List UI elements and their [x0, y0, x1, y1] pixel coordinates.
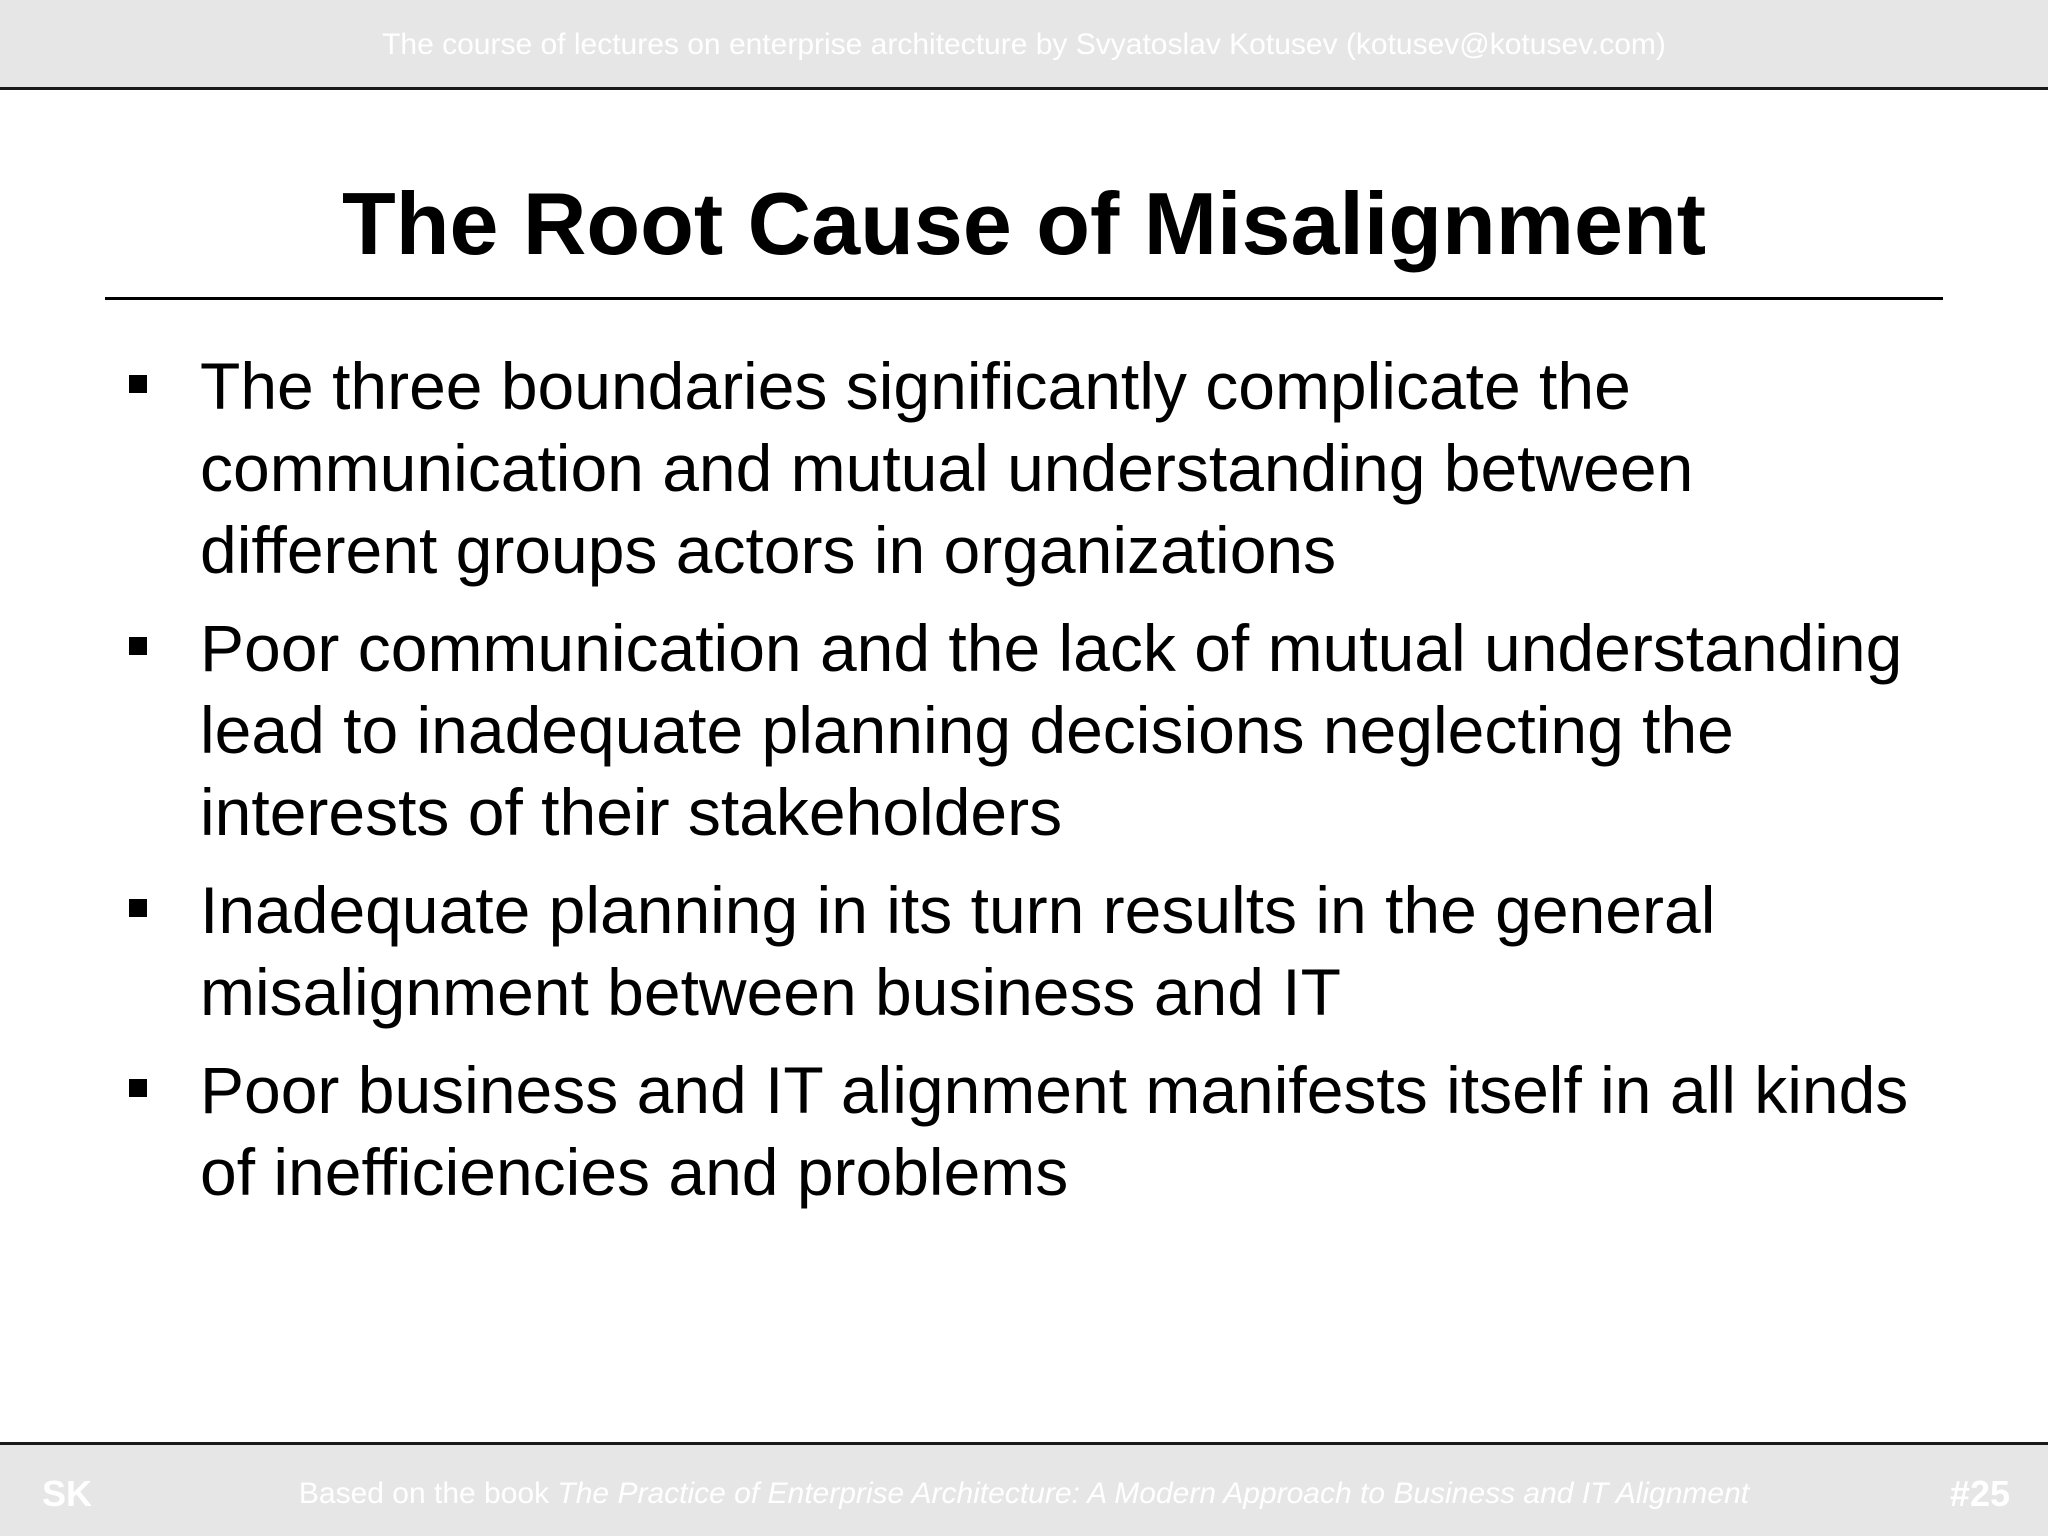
title-divider — [105, 297, 1943, 300]
book-credit-prefix: Based on the book — [298, 1477, 558, 1510]
bullet-text: The three boundaries significantly complicate the communication and mutual understanding between different groups actors in organizations — [200, 349, 1694, 587]
bullet-text: Inadequate planning in its turn results in the general misalignment between business and IT — [200, 873, 1716, 1029]
slide-number: #25 — [1949, 1473, 2010, 1514]
author-initials: SK — [42, 1473, 93, 1514]
bullet-text: Poor business and IT alignment manifests itself in all kinds of inefficiencies and problems — [200, 1053, 1909, 1209]
course-credit: The course of lectures on enterprise architecture by Svyatoslav Kotusev (kotusev@kotusev.com) — [382, 28, 1666, 61]
square-bullet-icon — [129, 1079, 147, 1097]
book-title: The Practice of Enterprise Architecture: A Modern Approach to Business and IT Alignment — [557, 1477, 1750, 1510]
bullet-text: Poor communication and the lack of mutual understanding lead to inadequate planning decisions neglecting the interests of their stakeholders — [200, 611, 1903, 849]
bullet-item — [0, 1049, 2048, 1213]
slide-title: The Root Cause of Misalignment — [341, 174, 1707, 273]
square-bullet-icon — [129, 375, 147, 393]
bullet-item — [0, 607, 2048, 853]
square-bullet-icon — [129, 637, 147, 655]
book-credit — [0, 1477, 2048, 1511]
square-bullet-icon — [129, 899, 147, 917]
header-bar — [0, 0, 2048, 90]
bullet-item — [0, 345, 2048, 591]
bullet-list — [0, 345, 2048, 1229]
bullet-item — [0, 869, 2048, 1033]
footer-bar — [0, 1442, 2048, 1536]
